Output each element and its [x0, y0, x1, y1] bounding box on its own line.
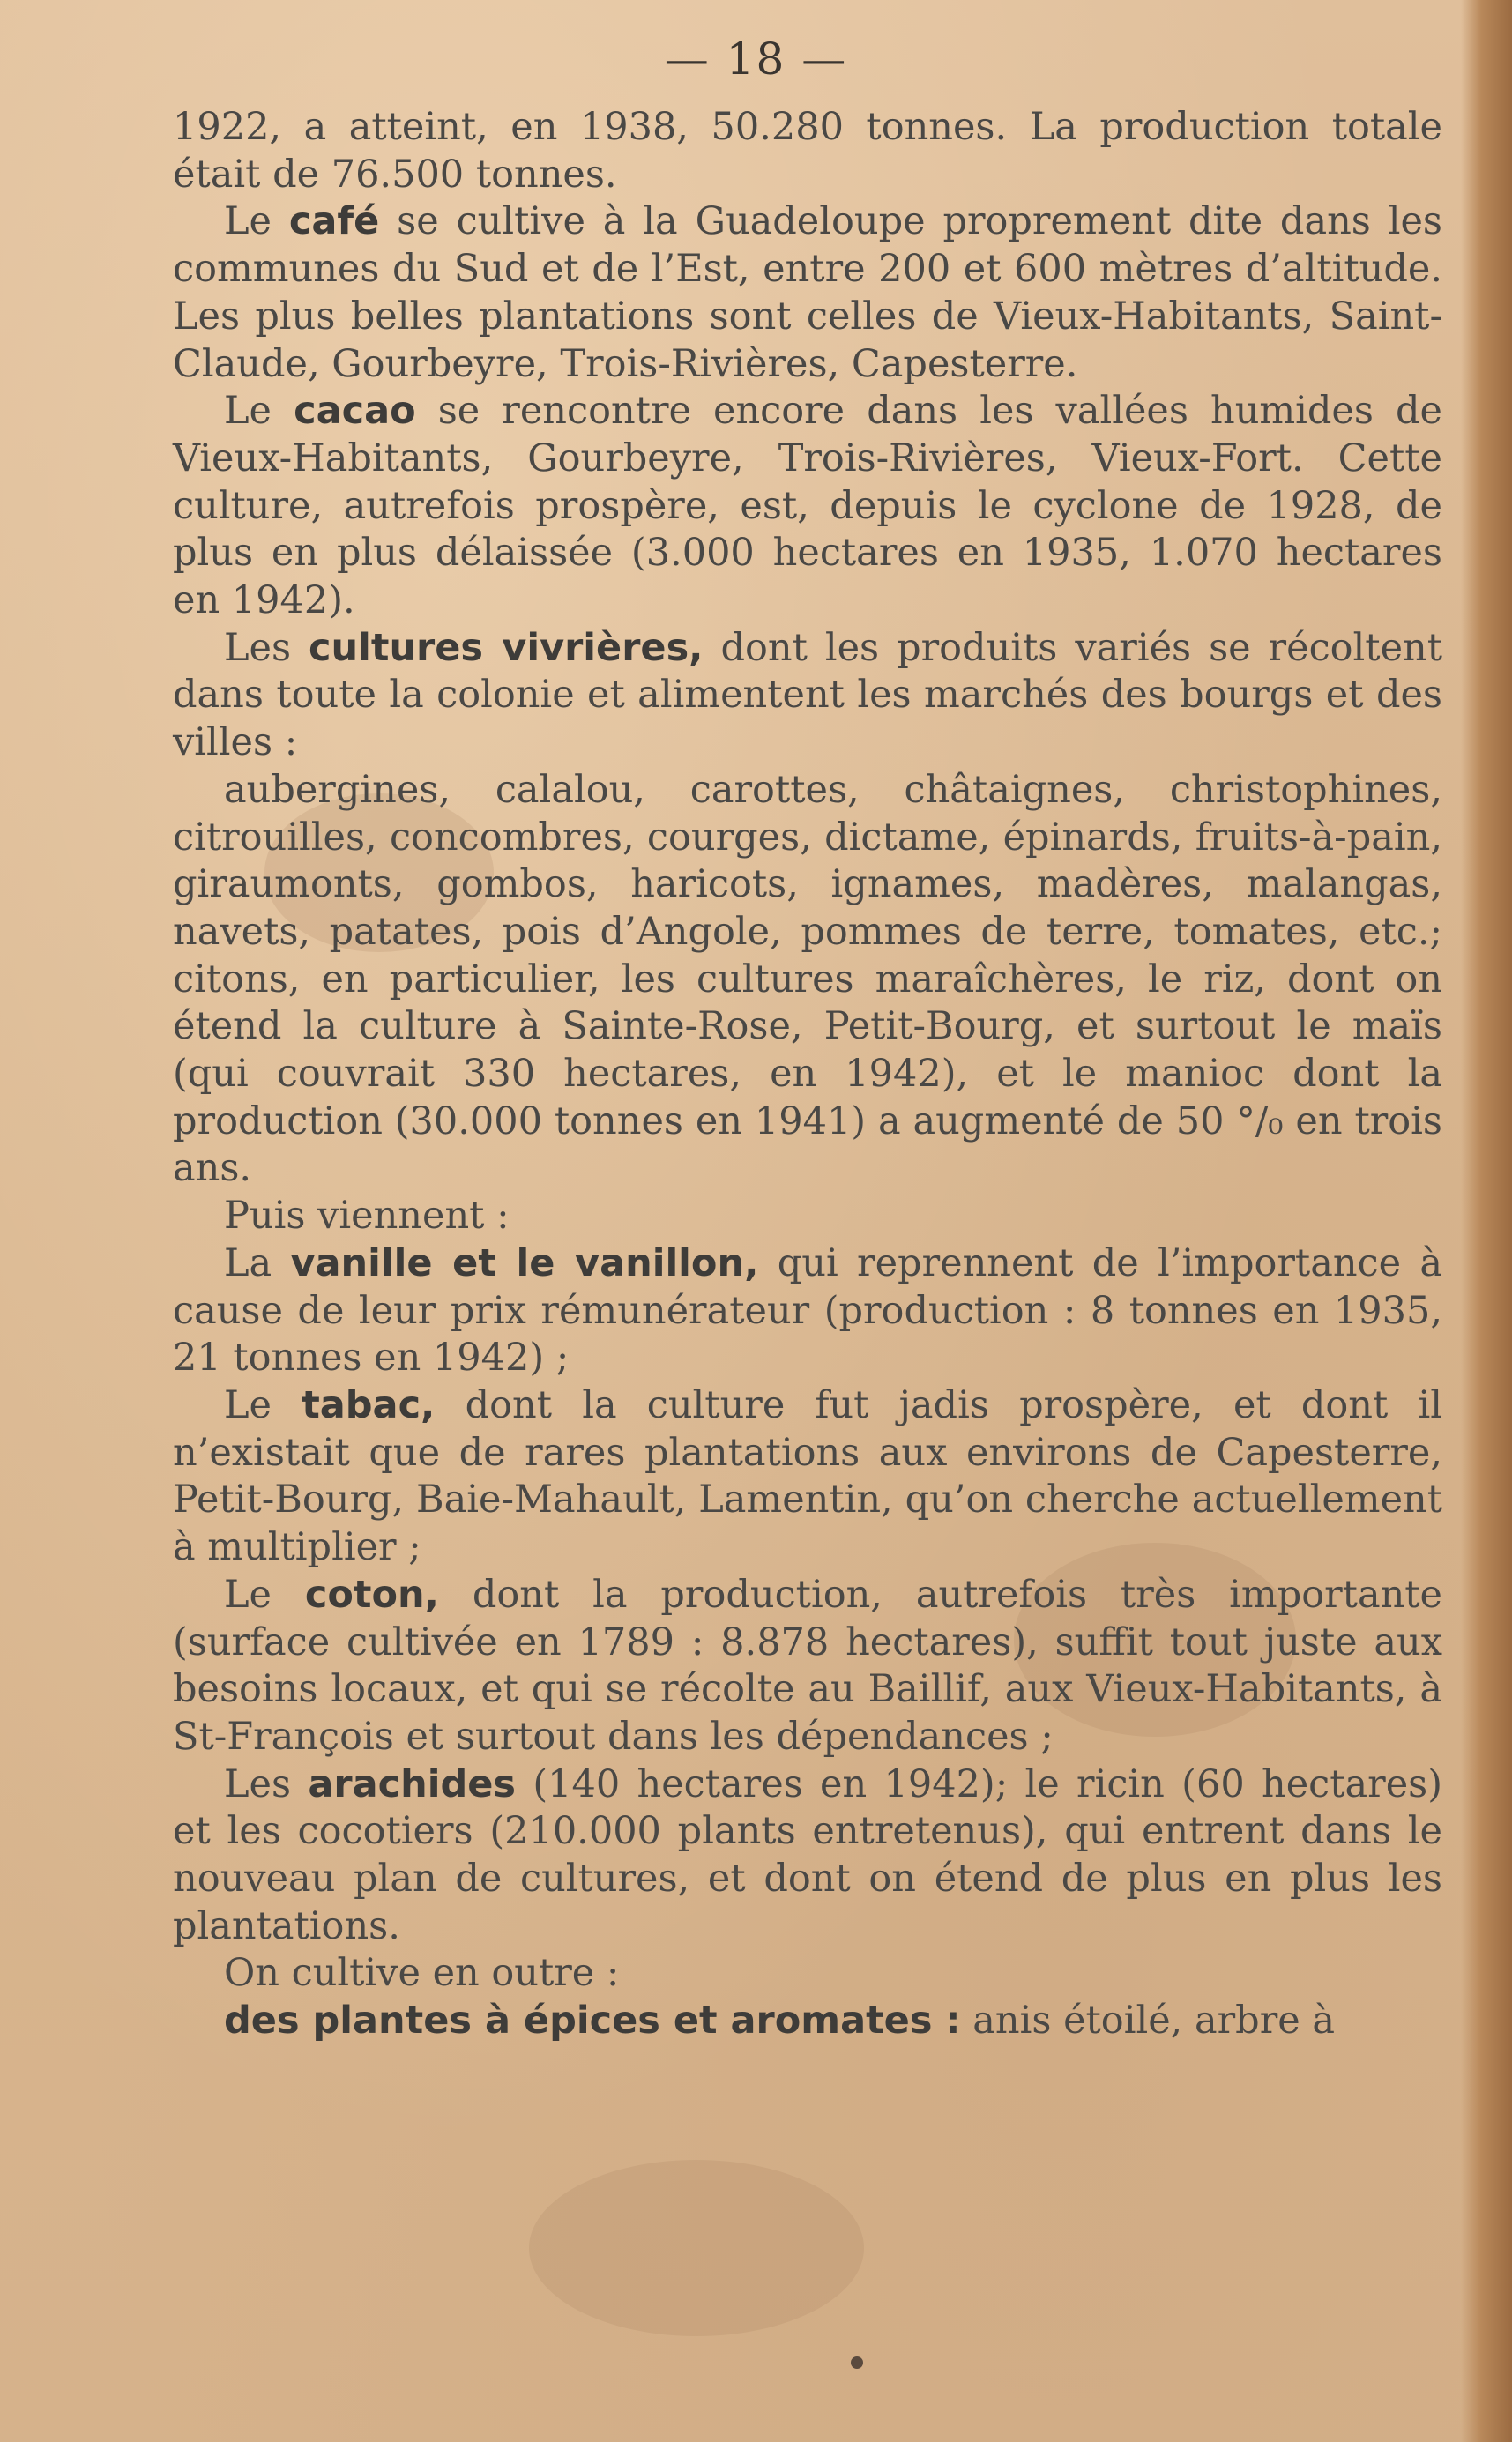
text-run: aubergines, calalou, carottes, châtaignes, christophines, citrouilles, concombres, courges, dictame, épinards, fruits-à-pain, giraumonts, gombos, haricots, ignames, madères, malangas, navets, patates, pois d’Angole, pommes de terre, tomates, etc.; citons, en particulier, les cultures maraîchères, le riz, dont on étend la culture à Sainte-Rose, Petit-Bourg, et surtout le maïs (qui couvrait 330 hectares, en 1942), et le manioc dont la production (30.000 tonnes en 1941) a augmenté de 50 °/₀ en trois ans.: [173, 767, 1442, 1191]
bold-term: coton,: [304, 1572, 439, 1617]
text-run: Les: [224, 1761, 309, 1806]
paragraph-p10: [173, 1761, 1442, 1951]
bold-term: tabac,: [302, 1382, 436, 1427]
paragraph-p8: [173, 1382, 1442, 1572]
page-number: — 18 —: [664, 34, 848, 85]
paragraph-p11: [173, 1950, 1442, 1998]
body-text: [173, 104, 1442, 2045]
text-run: anis étoilé, arbre à: [960, 1999, 1336, 2044]
paragraph-p9: [173, 1572, 1442, 1761]
text-run: (140 hectares en 1942); le ricin (60 hectares) et les cocotiers (210.000 plants entretenus), qui entrent dans le nouveau plan de cultures, et dont on étend de plus en plus les plantations.: [173, 1761, 1442, 1948]
text-run: dont la production, autrefois très importante (surface cultivée en 1789 : 8.878 hectares), suffit tout juste aux besoins locaux, et qui se récolte au Baillif, aux Vieux-Habitants, à St-François et surtout dans les dépendances ;: [173, 1572, 1442, 1759]
paper-stain: [529, 2160, 864, 2336]
paragraph-p2: [173, 198, 1442, 388]
text-run: 1922, a atteint, en 1938, 50.280 tonnes. La production totale était de 76.500 tonnes.: [173, 105, 1442, 197]
text-run: Le: [224, 389, 294, 434]
paragraph-p7: [173, 1240, 1442, 1382]
bold-term: cacao: [294, 389, 416, 434]
text-run: se cultive à la Guadeloupe proprement dite dans les communes du Sud et de l’Est, entre 200 et 600 mètres d’altitude. Les plus belles plantations sont celles de Vieux-Habitants, Saint-Claude, Gourbeyre, Trois-Rivières, Capesterre.: [173, 199, 1442, 386]
paragraph-p1: [173, 104, 1442, 198]
paragraph-p5: [173, 767, 1442, 1193]
paragraph-p6: [173, 1193, 1442, 1240]
text-run: dont les produits variés se récoltent dans toute la colonie et alimentent les marchés des bourgs et des villes :: [173, 625, 1442, 765]
text-run: dont la culture fut jadis prospère, et dont il n’existait que de rares plantations aux environs de Capesterre, Petit-Bourg, Baie-Mahault, Lamentin, qu’on cherche actuellement à multiplier ;: [173, 1382, 1442, 1570]
text-run: Les: [224, 625, 309, 670]
text-run: On cultive en outre :: [224, 1951, 620, 1996]
paragraph-p3: [173, 388, 1442, 625]
text-run: Puis viennent :: [224, 1194, 510, 1239]
text-run: se rencontre encore dans les vallées humides de Vieux-Habitants, Gourbeyre, Trois-Rivières, Vieux-Fort. Cette culture, autrefois prospère, est, depuis le cyclone de 1928, de plus en plus délaissée (3.000 hectares en 1935, 1.070 hectares en 1942).: [173, 389, 1442, 623]
text-run: Le: [224, 1382, 302, 1427]
paragraph-p4: [173, 625, 1442, 767]
bold-term: café: [288, 199, 380, 244]
page-edge: [1461, 0, 1512, 2442]
bold-term: cultures vivrières,: [309, 625, 704, 670]
bold-term: arachides: [308, 1761, 517, 1806]
bold-term: des plantes à épices et aromates :: [224, 1999, 961, 2044]
ink-dot: [851, 2356, 863, 2369]
text-run: qui reprennent de l’importance à cause de leur prix rémunérateur (production : 8 tonnes en 1935, 21 tonnes en 1942) ;: [173, 1240, 1443, 1381]
text-run: La: [224, 1240, 291, 1285]
bold-term: vanille et le vanillon,: [290, 1240, 759, 1285]
text-run: Le: [224, 199, 289, 244]
text-run: Le: [224, 1572, 305, 1617]
paragraph-p12: [173, 1998, 1442, 2045]
